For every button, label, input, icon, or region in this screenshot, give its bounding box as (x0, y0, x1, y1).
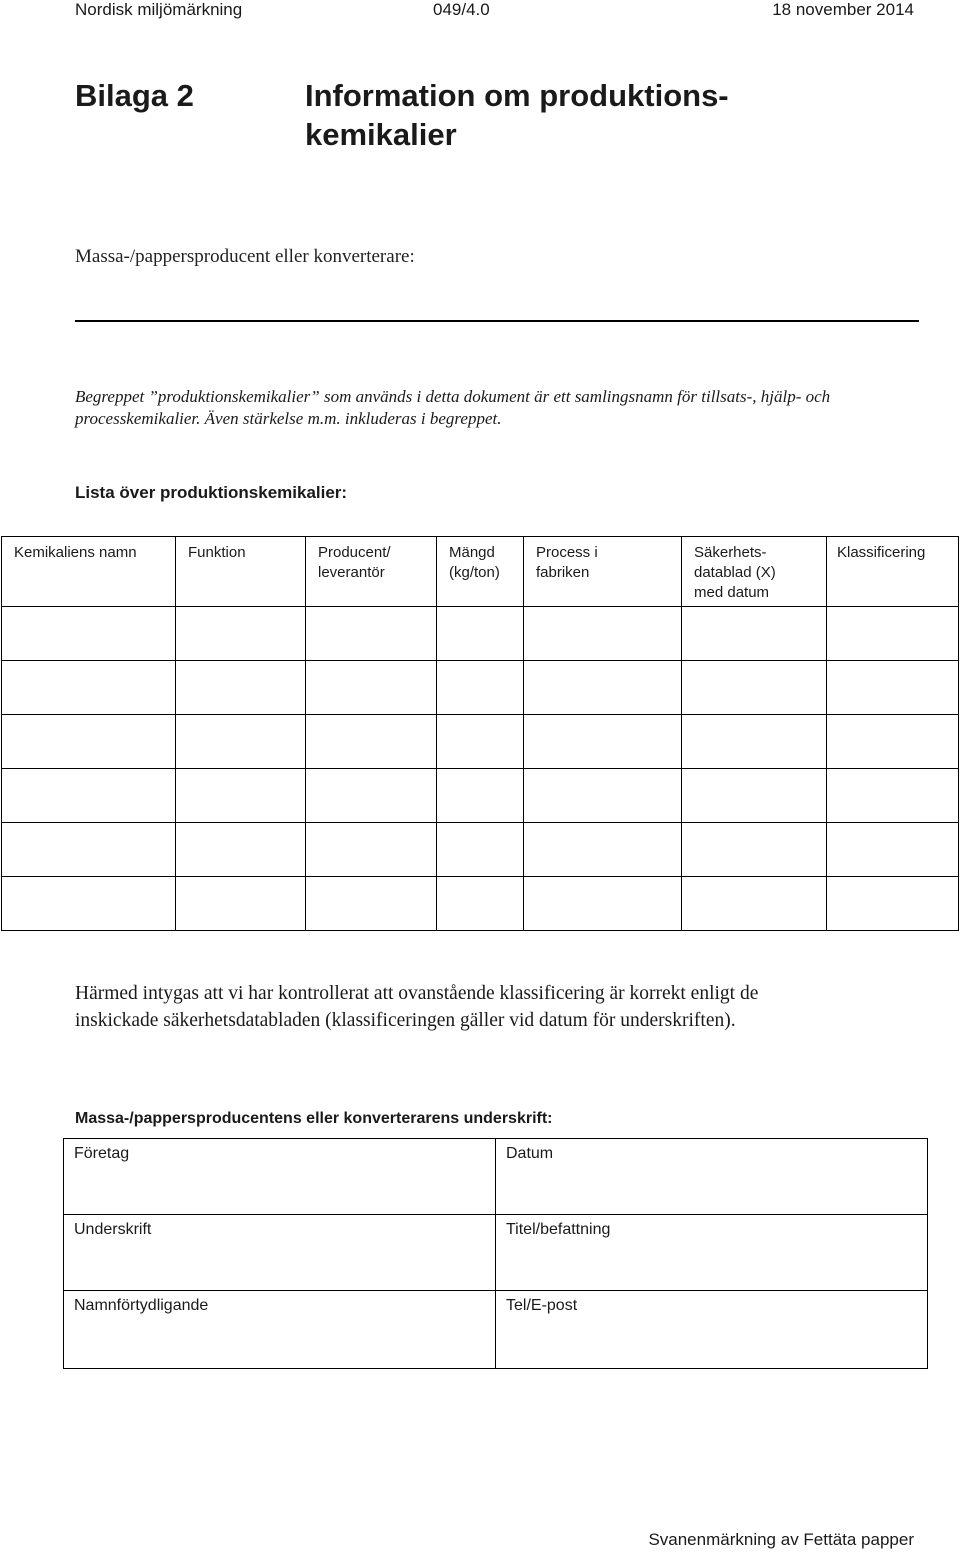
table-row (2, 823, 959, 877)
appendix-label: Bilaga 2 (75, 78, 194, 113)
table-cell[interactable] (437, 769, 524, 823)
table-cell[interactable] (176, 877, 306, 931)
footer-text: Svanenmärkning av Fettäta papper (648, 1530, 914, 1549)
table-cell[interactable] (827, 769, 959, 823)
table-cell[interactable] (827, 607, 959, 661)
chemicals-table-body (2, 607, 959, 931)
col-header-name: Kemikaliens namn (2, 537, 176, 607)
signature-row (64, 1291, 928, 1369)
definition-line-2: processkemikalier. Även stärkelse m.m. inkluderas i begreppet. (75, 409, 502, 428)
table-row (2, 769, 959, 823)
page-title-line-1: Information om produktions- (305, 78, 729, 113)
table-cell[interactable] (306, 823, 437, 877)
producer-label: Massa-/pappersproducent eller konverterare: (75, 246, 415, 267)
attestation-line-2: inskickade säkerhetsdatabladen (klassificeringen gäller vid datum för underskriften). (75, 1010, 736, 1031)
table-cell[interactable] (176, 607, 306, 661)
signature-table (63, 1138, 928, 1369)
table-cell[interactable] (437, 607, 524, 661)
chemicals-table (1, 536, 959, 931)
signature-row (64, 1215, 928, 1291)
phone-email-field[interactable] (496, 1291, 928, 1369)
list-heading: Lista över produktionskemikalier: (75, 483, 348, 502)
attestation-line-1: Härmed intygas att vi har kontrollerat att ovanstående klassificering är korrekt enligt de (75, 983, 759, 1004)
title-position-field[interactable] (496, 1215, 928, 1291)
attestation-text (75, 980, 935, 1034)
definition-text (75, 386, 855, 430)
table-cell[interactable] (524, 769, 682, 823)
table-cell[interactable] (827, 877, 959, 931)
table-cell[interactable] (827, 661, 959, 715)
table-cell[interactable] (437, 823, 524, 877)
chemicals-table-header (2, 537, 959, 607)
table-cell[interactable] (437, 877, 524, 931)
table-cell[interactable] (524, 661, 682, 715)
table-cell[interactable] (306, 877, 437, 931)
producer-fill-line[interactable] (75, 320, 919, 322)
table-cell[interactable] (524, 715, 682, 769)
table-cell[interactable] (524, 877, 682, 931)
company-field[interactable] (64, 1139, 496, 1215)
table-row (2, 877, 959, 931)
table-cell[interactable] (306, 607, 437, 661)
signature-label: Underskrift (74, 1221, 152, 1238)
phone-email-label: Tel/E-post (506, 1297, 578, 1314)
table-cell[interactable] (176, 661, 306, 715)
col-header-producer: Producent/ leverantör (306, 537, 437, 607)
table-cell[interactable] (524, 607, 682, 661)
table-cell[interactable] (2, 715, 176, 769)
table-cell[interactable] (306, 715, 437, 769)
signature-field[interactable] (64, 1215, 496, 1291)
table-cell[interactable] (682, 715, 827, 769)
table-cell[interactable] (437, 715, 524, 769)
table-cell[interactable] (682, 607, 827, 661)
col-header-amount: Mängd (kg/ton) (437, 537, 524, 607)
signature-heading: Massa-/pappersproducentens eller konverterarens underskrift: (75, 1110, 553, 1127)
company-label: Företag (74, 1145, 130, 1162)
table-cell[interactable] (176, 715, 306, 769)
header-organization: Nordisk miljömärkning (75, 0, 243, 19)
table-cell[interactable] (2, 661, 176, 715)
date-field[interactable] (496, 1139, 928, 1215)
table-cell[interactable] (524, 823, 682, 877)
table-cell[interactable] (2, 769, 176, 823)
table-cell[interactable] (306, 661, 437, 715)
header-version: 049/4.0 (433, 0, 490, 19)
table-cell[interactable] (176, 823, 306, 877)
table-cell[interactable] (827, 715, 959, 769)
table-cell[interactable] (682, 877, 827, 931)
page-title-line-2: kemikalier (305, 117, 457, 152)
col-header-function: Funktion (176, 537, 306, 607)
definition-line-1: Begreppet ”produktionskemikalier” som används i detta dokument är ett samlingsnamn för tillsats-, hjälp- och (75, 387, 831, 406)
col-header-classification: Klassificering (827, 537, 959, 607)
signature-row (64, 1139, 928, 1215)
title-position-label: Titel/befattning (506, 1221, 611, 1238)
table-cell[interactable] (2, 607, 176, 661)
table-cell[interactable] (827, 823, 959, 877)
table-row (2, 715, 959, 769)
table-row (2, 607, 959, 661)
header-date: 18 november 2014 (772, 0, 914, 19)
table-cell[interactable] (2, 823, 176, 877)
table-cell[interactable] (306, 769, 437, 823)
table-row (2, 661, 959, 715)
table-cell[interactable] (682, 823, 827, 877)
col-header-safety-sheet: Säkerhets- datablad (X) med datum (682, 537, 827, 607)
date-label: Datum (506, 1145, 554, 1162)
table-cell[interactable] (176, 769, 306, 823)
table-cell[interactable] (437, 661, 524, 715)
col-header-process: Process i fabriken (524, 537, 682, 607)
table-cell[interactable] (682, 769, 827, 823)
page-title (305, 76, 729, 154)
name-clarification-field[interactable] (64, 1291, 496, 1369)
table-cell[interactable] (682, 661, 827, 715)
name-clarification-label: Namnförtydligande (74, 1297, 209, 1314)
table-cell[interactable] (2, 877, 176, 931)
